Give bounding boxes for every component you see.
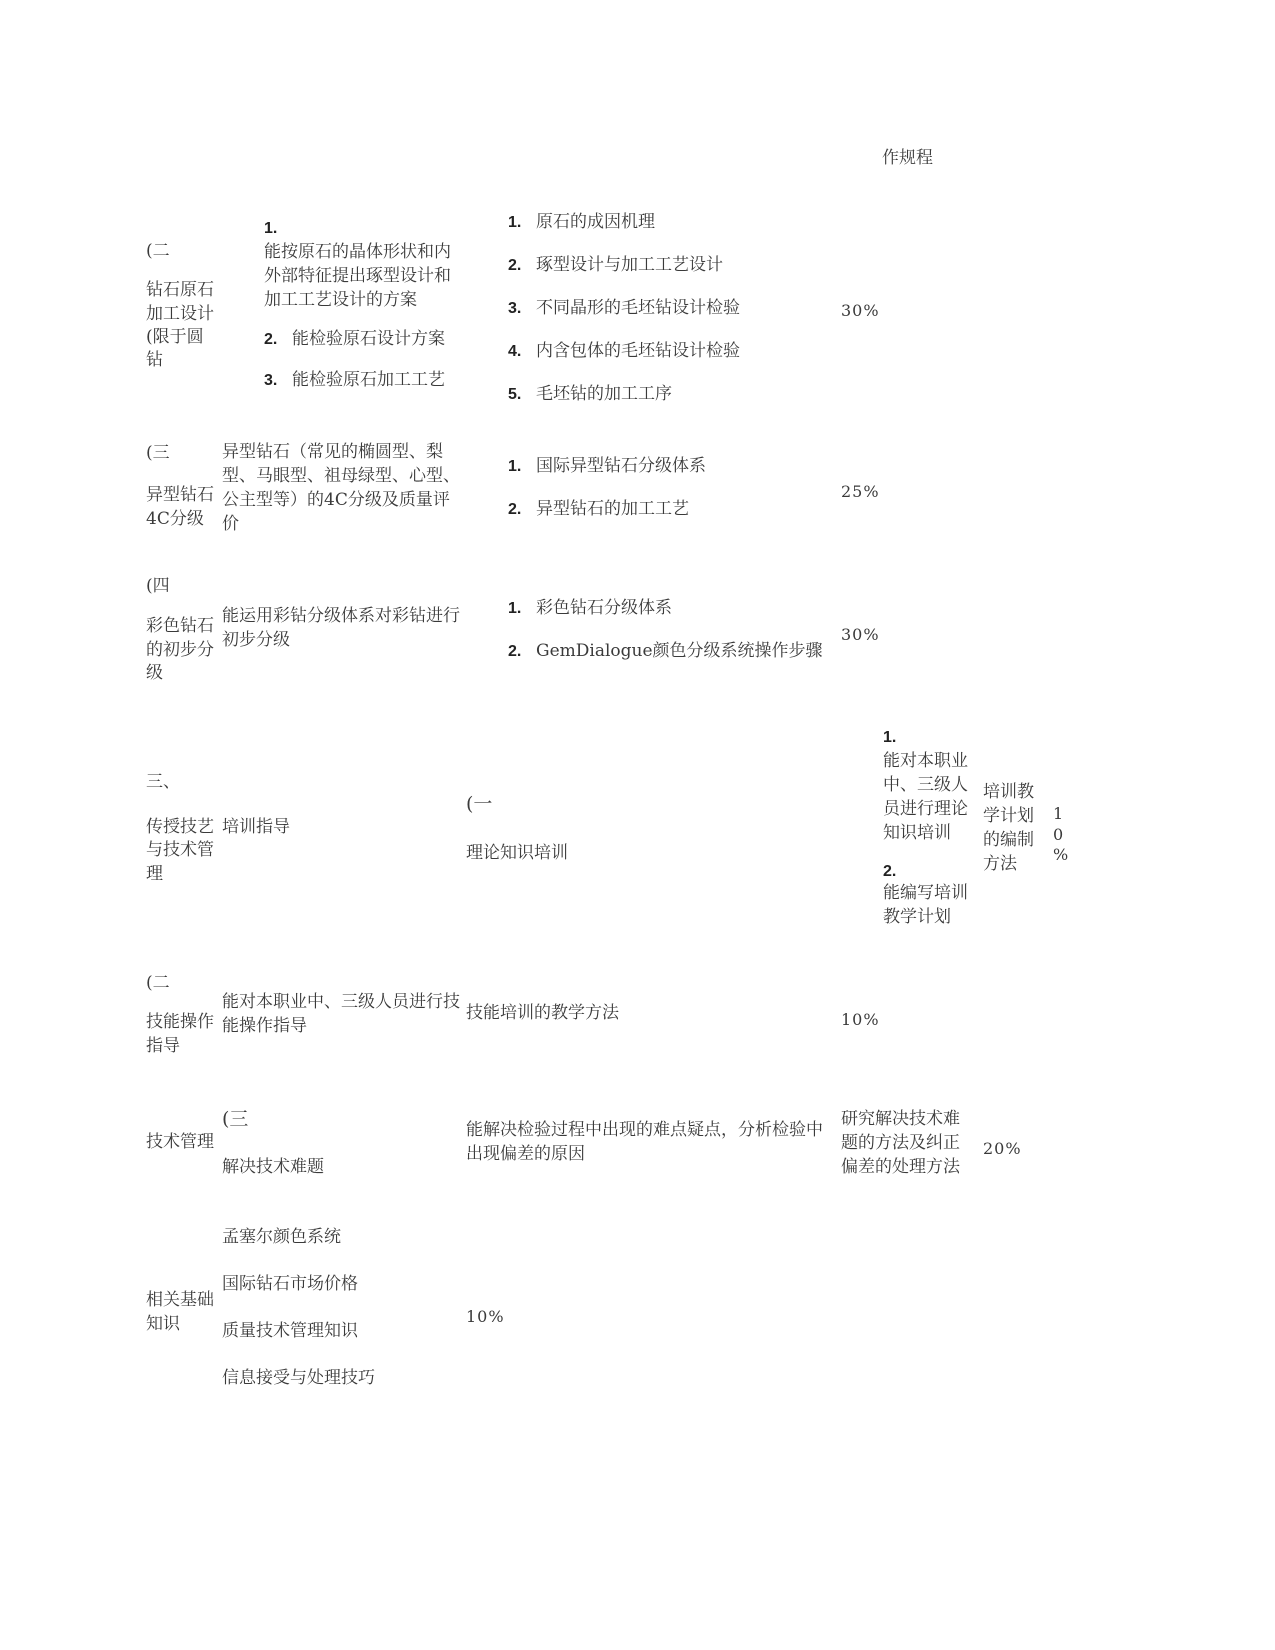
knowledge-list bbox=[508, 454, 706, 540]
knowledge-item: 国际钻石市场价格 bbox=[222, 1274, 358, 1294]
knowledge-number: 1. bbox=[508, 458, 522, 475]
skill-text: 能对本职业中、三级人员进行技能操作指导 bbox=[222, 992, 460, 1036]
section-title-line: 级 bbox=[146, 663, 163, 683]
section-marker: (二 bbox=[146, 973, 170, 993]
chapter-title-line: 理 bbox=[146, 864, 163, 884]
knowledge-list bbox=[508, 210, 740, 425]
skill-number: 1. bbox=[883, 729, 897, 746]
knowledge-item bbox=[508, 339, 740, 382]
skill-item bbox=[264, 327, 445, 352]
knowledge-item bbox=[508, 382, 740, 425]
skill-text: 能编写培训教学计划 bbox=[883, 883, 968, 927]
function-title: 技术管理 bbox=[146, 1132, 214, 1152]
knowledge-item: 信息接受与处理技巧 bbox=[222, 1368, 375, 1388]
weight-percent: 30% bbox=[841, 301, 880, 320]
section-title-line: 技能操作 bbox=[146, 1012, 214, 1032]
section-title: 相关基础知识 bbox=[146, 1290, 214, 1334]
section-marker: (四 bbox=[146, 576, 170, 596]
section-title-line: 彩色钻石 bbox=[146, 616, 214, 636]
section-title: 理论知识培训 bbox=[466, 843, 568, 863]
knowledge-number: 5. bbox=[508, 386, 522, 403]
knowledge-item bbox=[508, 210, 740, 253]
knowledge-text: 不同晶形的毛坯钻设计检验 bbox=[536, 298, 740, 318]
knowledge-item bbox=[508, 596, 823, 639]
knowledge-list bbox=[508, 596, 823, 682]
knowledge-text: 技能培训的教学方法 bbox=[466, 1003, 619, 1023]
section-marker: (一 bbox=[466, 793, 493, 815]
chapter-marker: 三、 bbox=[146, 772, 180, 792]
knowledge-text: 培训教学计划的编制方法 bbox=[983, 782, 1034, 874]
section-title-line: 指导 bbox=[146, 1036, 180, 1056]
knowledge-number: 2. bbox=[508, 643, 522, 660]
weight-percent: 30% bbox=[841, 625, 880, 644]
section-title-line: 异型钻石 bbox=[146, 485, 214, 505]
knowledge-text: 国际异型钻石分级体系 bbox=[536, 456, 706, 476]
chapter-title-line: 与技术管 bbox=[146, 840, 214, 860]
section-marker: (三 bbox=[222, 1108, 249, 1130]
knowledge-item bbox=[508, 454, 706, 497]
weight-percent-char: 0 bbox=[1053, 825, 1065, 844]
knowledge-text: 研究解决技术难题的方法及纠正偏差的处理方法 bbox=[841, 1109, 960, 1177]
knowledge-text: GemDialogue颜色分级系统操作步骤 bbox=[536, 641, 823, 661]
skill-text: 能解决检验过程中出现的难点疑点，分析检验中出现偏差的原因 bbox=[466, 1120, 823, 1164]
knowledge-text: 琢型设计与加工工艺设计 bbox=[536, 255, 723, 275]
skill-text: 能运用彩钻分级体系对彩钻进行初步分级 bbox=[222, 606, 460, 650]
weight-percent-char: 1 bbox=[1053, 804, 1065, 823]
function-title: 培训指导 bbox=[222, 817, 290, 837]
knowledge-number: 1. bbox=[508, 600, 522, 617]
section-title-line: 钻石原石 bbox=[146, 280, 214, 300]
section-title-line: 加工设计 bbox=[146, 304, 214, 324]
skill-item bbox=[264, 368, 445, 393]
section-marker: (二 bbox=[146, 241, 170, 261]
knowledge-text: 彩色钻石分级体系 bbox=[536, 598, 672, 618]
skill-number: 1. bbox=[264, 220, 278, 237]
skill-text: 能按原石的晶体形状和内外部特征提出琢型设计和加工工艺设计的方案 bbox=[264, 242, 451, 310]
weight-percent: 25% bbox=[841, 482, 880, 501]
knowledge-number: 3. bbox=[508, 300, 522, 317]
knowledge-item bbox=[508, 253, 740, 296]
knowledge-number: 4. bbox=[508, 343, 522, 360]
knowledge-item: 孟塞尔颜色系统 bbox=[222, 1227, 341, 1247]
skill-text: 能检验原石加工工艺 bbox=[292, 370, 445, 390]
weight-percent: 10% bbox=[466, 1307, 505, 1326]
skill-number: 2. bbox=[264, 331, 278, 348]
knowledge-item bbox=[508, 639, 823, 682]
section-marker: (三 bbox=[146, 443, 170, 463]
skill-text: 异型钻石（常见的椭圆型、梨型、马眼型、祖母绿型、心型、公主型等）的4C分级及质量评价 bbox=[222, 442, 460, 534]
knowledge-text: 毛坯钻的加工工序 bbox=[536, 384, 672, 404]
weight-percent-char: % bbox=[1053, 845, 1070, 864]
knowledge-number: 1. bbox=[508, 214, 522, 231]
knowledge-text: 内含包体的毛坯钻设计检验 bbox=[536, 341, 740, 361]
skill-number: 2. bbox=[883, 863, 897, 880]
knowledge-item: 质量技术管理知识 bbox=[222, 1321, 358, 1341]
skill-text: 能检验原石设计方案 bbox=[292, 329, 445, 349]
header-fragment: 作规程 bbox=[882, 148, 933, 168]
skill-number: 3. bbox=[264, 372, 278, 389]
section-title-line: 的初步分 bbox=[146, 640, 214, 660]
chapter-title-line: 传授技艺 bbox=[146, 817, 214, 837]
knowledge-text: 原石的成因机理 bbox=[536, 212, 655, 232]
weight-percent: 20% bbox=[983, 1139, 1022, 1158]
weight-percent: 10% bbox=[841, 1010, 880, 1029]
section-title-line: (限于圆 bbox=[146, 327, 204, 347]
knowledge-number: 2. bbox=[508, 257, 522, 274]
knowledge-number: 2. bbox=[508, 501, 522, 518]
section-title-line: 钻 bbox=[146, 350, 163, 370]
knowledge-list bbox=[222, 1225, 375, 1413]
section-title: 解决技术难题 bbox=[222, 1157, 324, 1177]
section-title-line: 4C分级 bbox=[146, 509, 204, 529]
knowledge-item bbox=[508, 497, 706, 540]
skill-text: 能对本职业中、三级人员进行理论知识培训 bbox=[883, 751, 968, 843]
knowledge-item bbox=[508, 296, 740, 339]
knowledge-text: 异型钻石的加工工艺 bbox=[536, 499, 689, 519]
